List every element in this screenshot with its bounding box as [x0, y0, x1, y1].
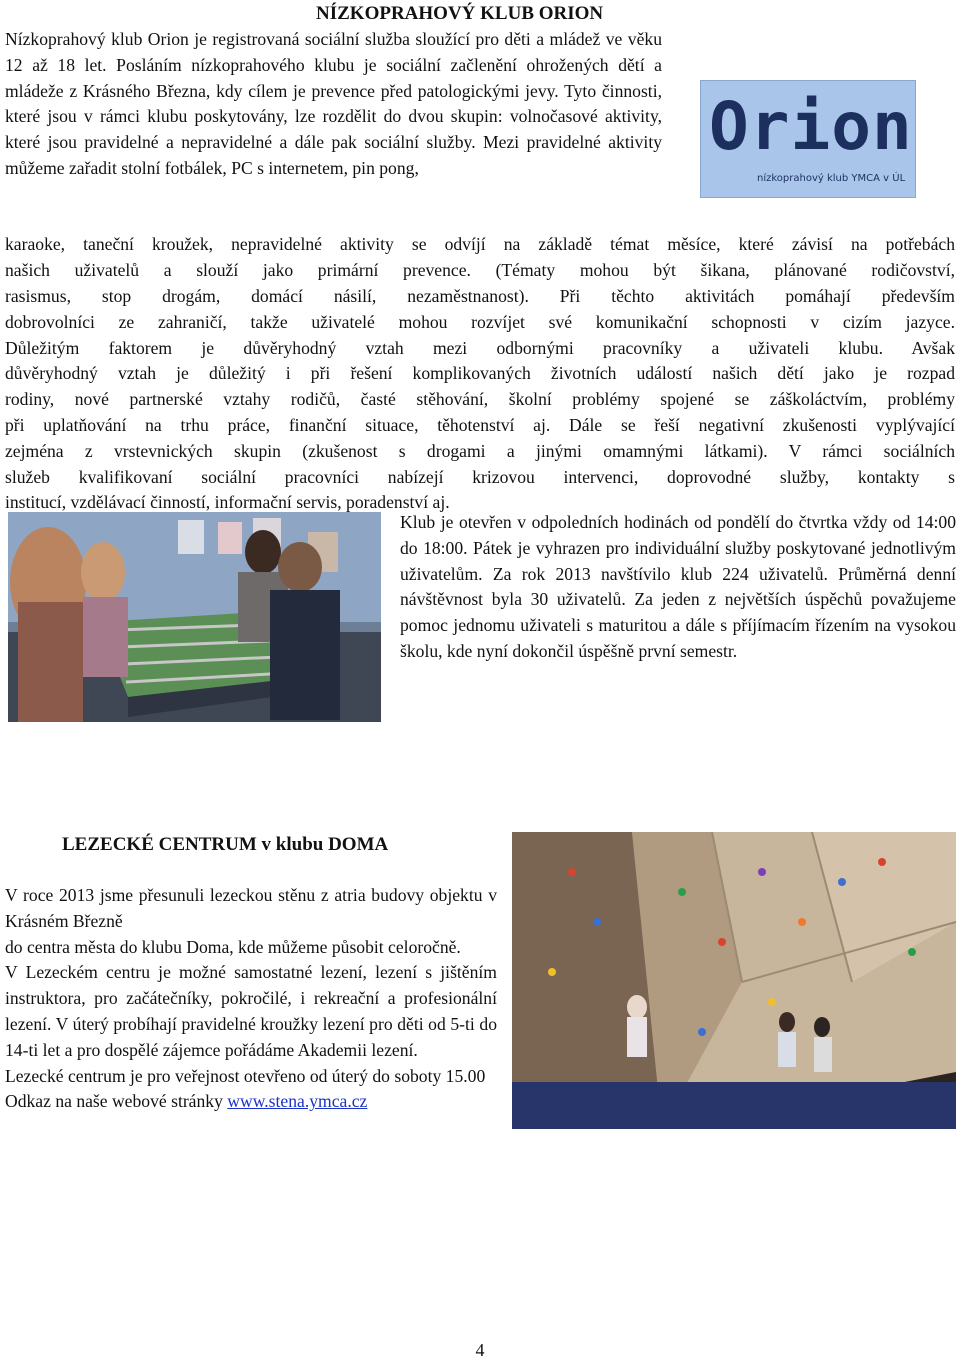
orion-logo [700, 80, 916, 198]
body-line: rasismus, stop drogám, domácí násilí, nezaměstnanost). Při těchto aktivitách pomáhají především [5, 286, 955, 306]
section-title-orion: NÍZKOPRAHOVÝ KLUB ORION [316, 3, 604, 24]
body-line: rodiny, nové partnerské vztahy rodičů, časté stěhování, školní problémy spojené se záškoláctvím, problémy [5, 389, 955, 409]
climbing-paragraph: V Lezeckém centru je možné samostatné lezení, lezení s jištěním instruktora, pro začátečníky, pokročilé, i rekreační a profesionální lezení. V úterý probíhají pravidelné kroužky lezení pro děti od 5-ti do 14-ti let a pro dospělé zájemce pořádáme Akademii lezení. [5, 962, 497, 1060]
logo-wordmark: Orion [709, 88, 913, 165]
website-line [5, 1089, 497, 1115]
climbing-paragraph: V roce 2013 jsme přesunuli lezeckou stěnu z atria budovy objektu v Krásném Březně [5, 885, 497, 931]
intro-paragraph: Nízkoprahový klub Orion je registrovaná sociální služba sloužící pro děti a mládež ve věku 12 až 18 let. Posláním nízkoprahového klubu je sociální začlenění ohrožených dětí a mládeže z Krásného Března, kdy cílem je prevence před patologickými jevy. Tyto činnosti, které jsou v rámci klubu poskytovány, lze rozdělit do dvou skupin: volnočasové aktivity, které jsou pravidelné a nepravidelné a dále pak sociální služby. Mezi pravidelné aktivity můžeme zařadit stolní fotbálek, PC s internetem, pin pong, [5, 29, 662, 178]
body-line: našich uživatelů a slouží jako primární prevence. (Tématy mohou být šikana, plánované rodičovství, [5, 260, 955, 280]
website-link[interactable]: www.stena.ymca.cz [227, 1091, 368, 1112]
body-line: důvěryhodný vztah je důležitý i při řešení komplikovaných životních událostí našich dětí jako je rozpad [5, 363, 955, 383]
foosball-photo [8, 512, 381, 722]
opening-hours-paragraph: Klub je otevřen v odpoledních hodinách od pondělí do čtvrtka vždy od 14:00 do 18:00. Pátek je vyhrazen pro individuální služby poskytované jednotlivým uživatelům. Za rok 2013 navštívilo klub 224 uživatelů. Průměrná denní návštěvnost byla 30 uživatelů. Za jeden z největších úspěchů považujeme pomoc jednomu uživateli s maturitou a dále s příjímacím řízením na vysokou školu, kde nyní dokončil úspěšně první semestr. [400, 512, 956, 661]
body-line: Důležitým faktorem je důvěryhodný vztah mezi odbornými pracovníky a uživateli klubu. Avšak [5, 338, 955, 358]
body-line: zejména z vrstevnických skupin (zkušenost s drogami a jinými omamnými látkami). V rámci sociálních [5, 441, 955, 461]
climbing-text [5, 883, 497, 1115]
climbing-paragraph: Lezecké centrum je pro veřejnost otevřeno od úterý do soboty 15.00 [5, 1065, 486, 1086]
logo-subtitle: nízkoprahový klub YMCA v ÚL [757, 173, 906, 184]
climbing-wall-photo [512, 832, 956, 1129]
website-label: Odkaz na naše webové stránky [5, 1091, 228, 1112]
body-line: karaoke, taneční kroužek, nepravidelné aktivity se odvíjí na základě témat měsíce, které závisí na potřebách [5, 234, 955, 254]
body-line: při uplatňování na trhu práce, finanční situace, těhotenství aj. Dále se řeší negativní zkušenosti vyplývající [5, 415, 955, 435]
body-line: institucí, vzdělávací činností, informační servis, poradenství aj. [5, 492, 450, 512]
climbing-paragraph: do centra města do klubu Doma, kde můžeme působit celoročně. [5, 936, 461, 957]
page-number: 4 [475, 1340, 485, 1360]
body-line: služeb kvalifikovaní sociální pracovníci nabízejí krizovou intervenci, doprovodné služby, kontakty s [5, 467, 955, 487]
body-line: dobrovolníci ze zahraničí, takže uživatelé mohou rozvíjet své komunikační schopnosti v cizím jazyce. [5, 312, 955, 332]
section-title-climbing: LEZECKÉ CENTRUM v klubu DOMA [62, 834, 389, 855]
